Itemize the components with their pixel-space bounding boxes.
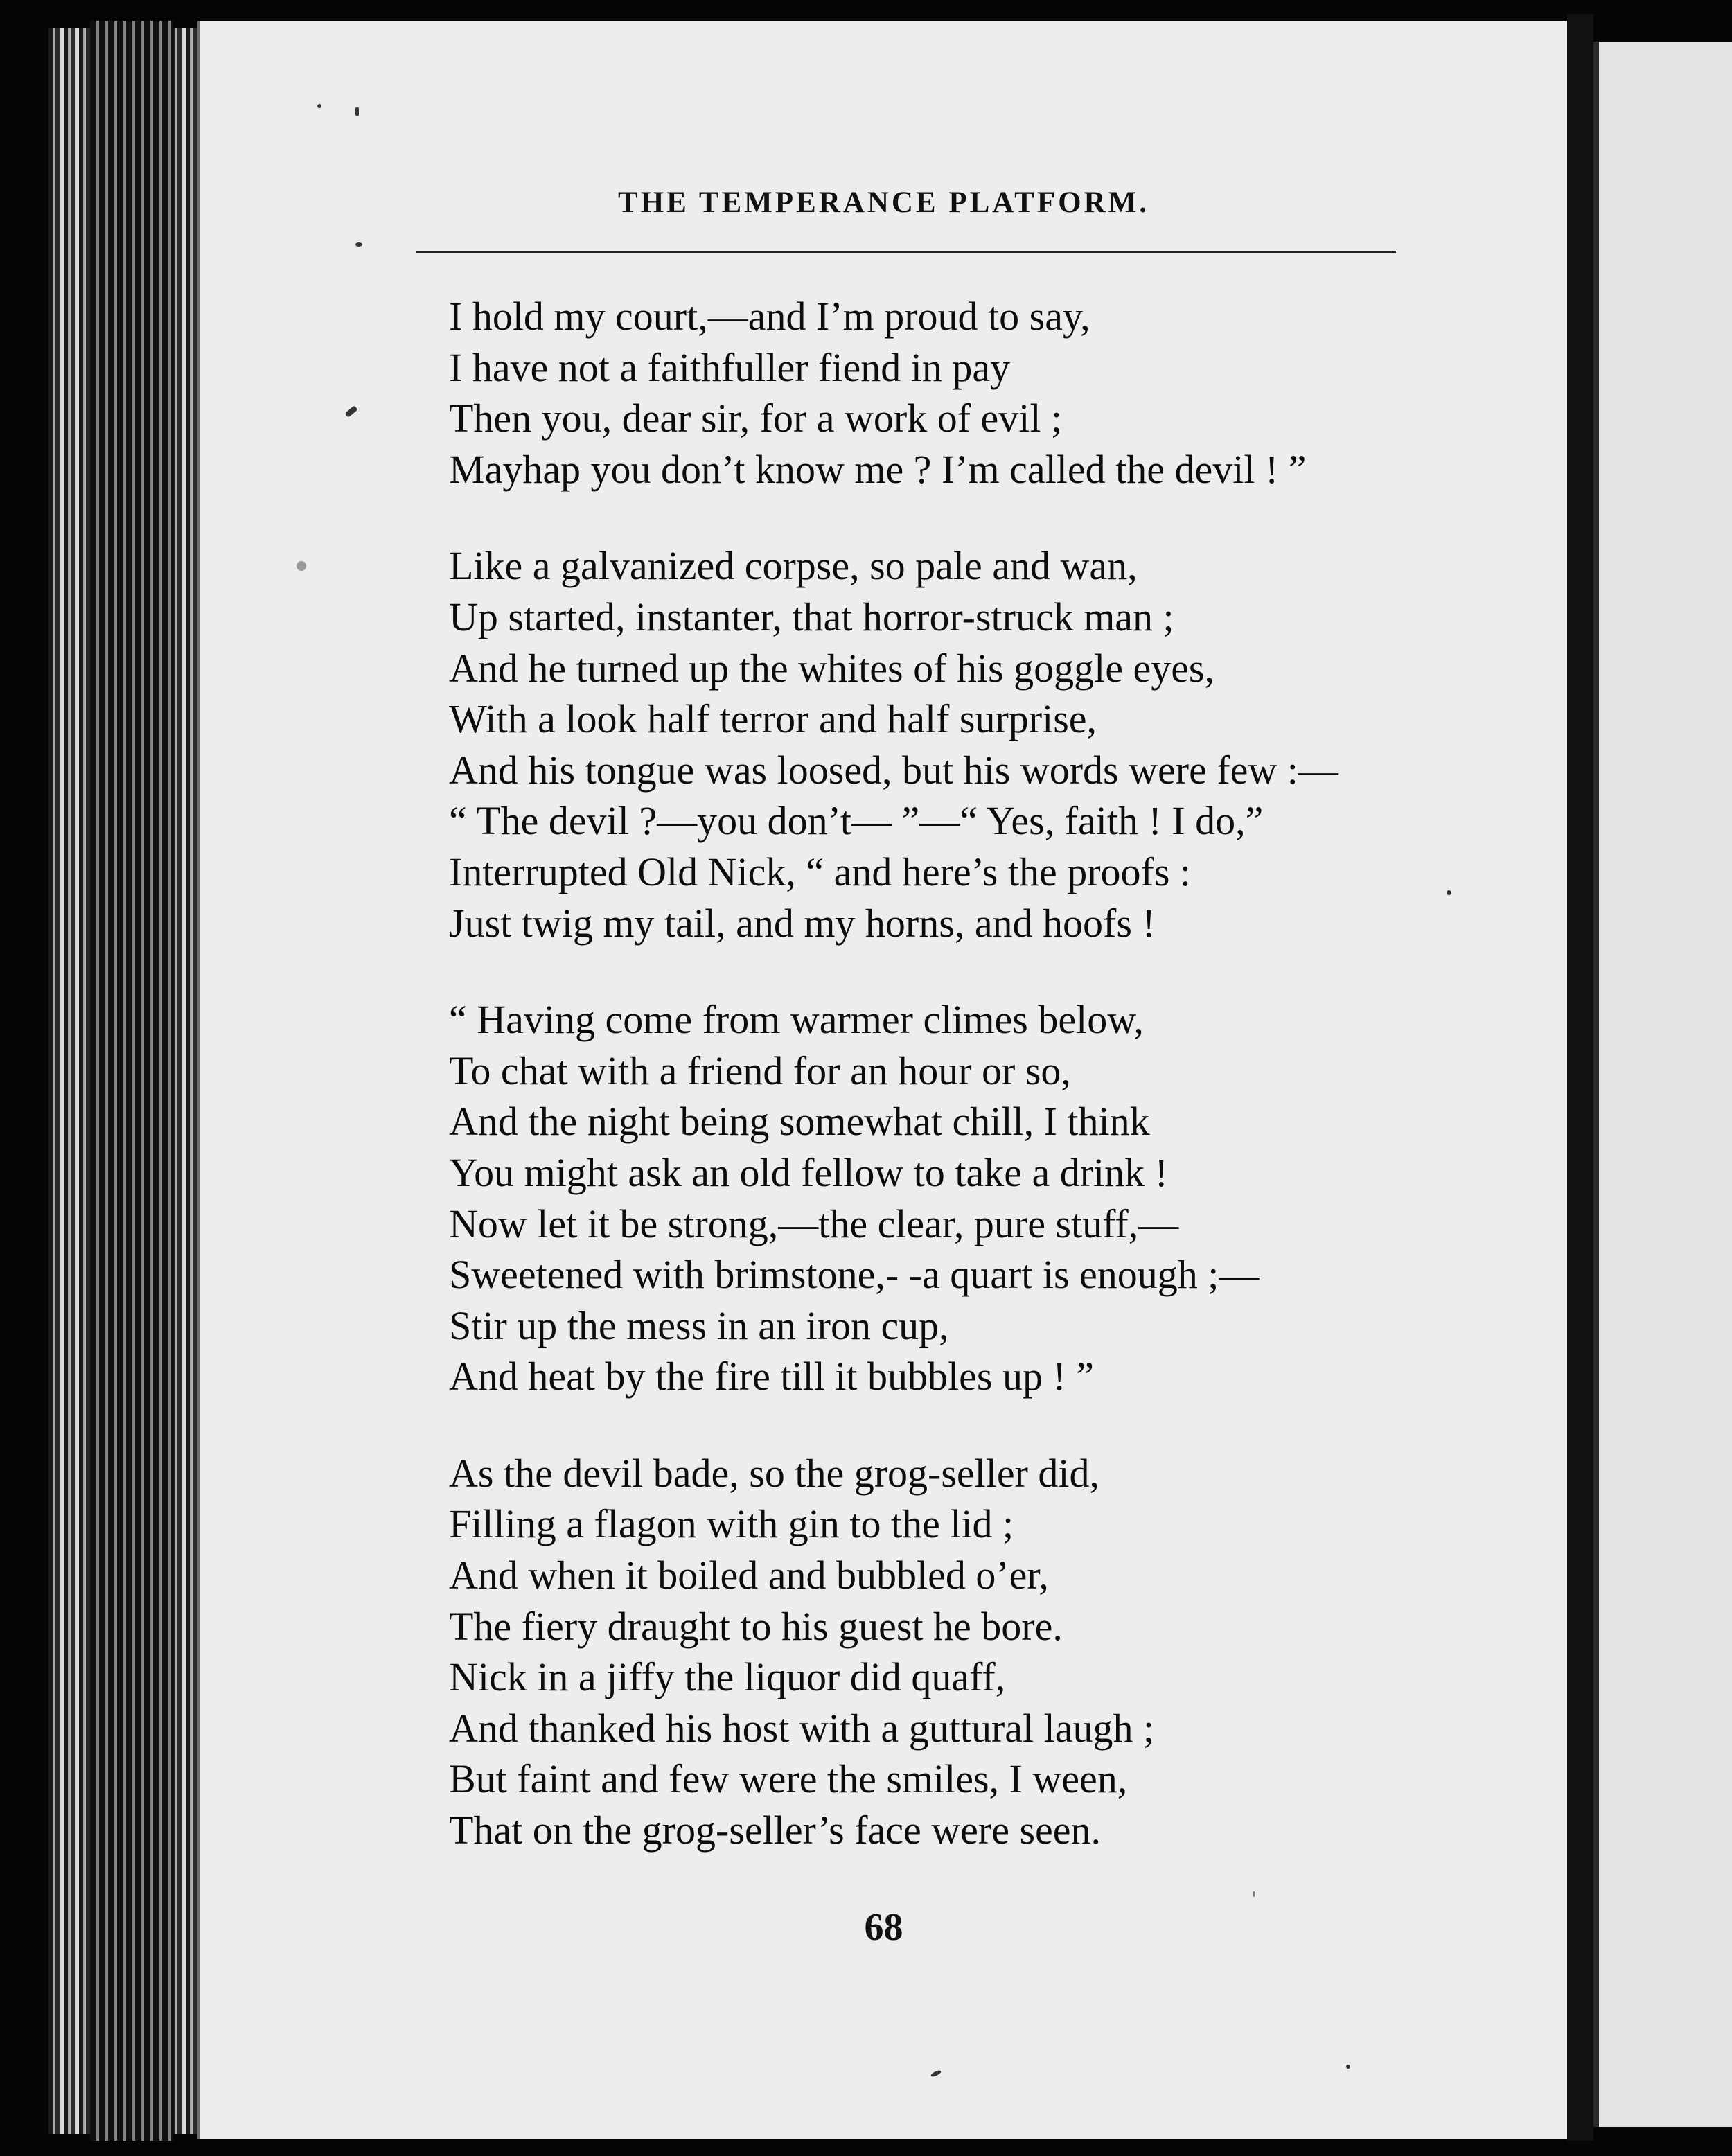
stanza-1: [449, 291, 1433, 495]
speck: [1346, 2065, 1350, 2069]
page-edges-shadow: [90, 21, 173, 2141]
poem-line: Like a galvanized corpse, so pale and wan,: [449, 543, 1138, 589]
poem-line: The fiery draught to his guest he bore.: [449, 1603, 1063, 1649]
poem-line: Then you, dear sir, for a work of evil ;: [449, 396, 1063, 441]
poem-line: And his tongue was loosed, but his words were few :—: [449, 747, 1338, 793]
speck: [317, 104, 321, 108]
header-rule: [416, 251, 1396, 253]
poem-line: I hold my court,—and I’m proud to say,: [449, 294, 1090, 339]
poem-line: Just twig my tail, and my horns, and hoofs !: [449, 900, 1156, 946]
poem-line: With a look half terror and half surprise,: [449, 696, 1097, 742]
poem-line: And the night being somewhat chill, I think: [449, 1099, 1150, 1145]
stanza-3: [449, 994, 1433, 1402]
speck: [1447, 890, 1451, 895]
speck: [930, 2069, 942, 2078]
speck: [1253, 1891, 1255, 1897]
poem-line: But faint and few were the smiles, I ween,: [449, 1756, 1128, 1802]
poem-line: “ The devil ?—you don’t— ”—“ Yes, faith ! I do,”: [449, 798, 1264, 844]
poem-line: Up started, instanter, that horror-struck man ;: [449, 594, 1174, 639]
poem-body: [449, 291, 1433, 1902]
poem-line: And he turned up the whites of his goggle eyes,: [449, 645, 1215, 691]
speck: [345, 405, 358, 418]
poem-line: And thanked his host with a guttural laugh ;: [449, 1705, 1155, 1751]
speck: [297, 561, 306, 571]
stanza-2: [449, 540, 1433, 948]
poem-line: To chat with a friend for an hour or so,: [449, 1048, 1071, 1093]
poem-line: Sweetened with brimstone,- -a quart is enough ;—: [449, 1252, 1260, 1298]
poem-line: You might ask an old fellow to take a drink !: [449, 1149, 1168, 1195]
poem-line: I have not a faithfuller fiend in pay: [449, 344, 1011, 390]
page-gutter: [1567, 14, 1593, 2141]
book-page: [197, 21, 1568, 2139]
poem-line: Now let it be strong,—the clear, pure stuff,—: [449, 1201, 1179, 1246]
stanza-4: [449, 1448, 1433, 1856]
facing-page-edge: [1593, 42, 1732, 2127]
poem-line: Mayhap you don’t know me ? I’m called the devil ! ”: [449, 446, 1307, 492]
poem-line: That on the grog-seller’s face were seen.: [449, 1808, 1101, 1853]
poem-line: And when it boiled and bubbled o’er,: [449, 1553, 1049, 1598]
poem-line: “ Having come from warmer climes below,: [449, 997, 1144, 1043]
speck: [355, 107, 359, 116]
page-number: 68: [864, 1906, 903, 1949]
poem-line: And heat by the fire till it bubbles up ! ”: [449, 1354, 1095, 1399]
poem-line: As the devil bade, so the grog-seller did,: [449, 1450, 1100, 1496]
poem-line: Stir up the mess in an iron cup,: [449, 1302, 949, 1348]
speck: [355, 242, 362, 247]
poem-line: Nick in a jiffy the liquor did quaff,: [449, 1654, 1006, 1700]
poem-line: Interrupted Old Nick, “ and here’s the proofs :: [449, 849, 1192, 894]
running-head: THE TEMPERANCE PLATFORM.: [618, 186, 1149, 219]
poem-line: Filling a flagon with gin to the lid ;: [449, 1501, 1014, 1547]
